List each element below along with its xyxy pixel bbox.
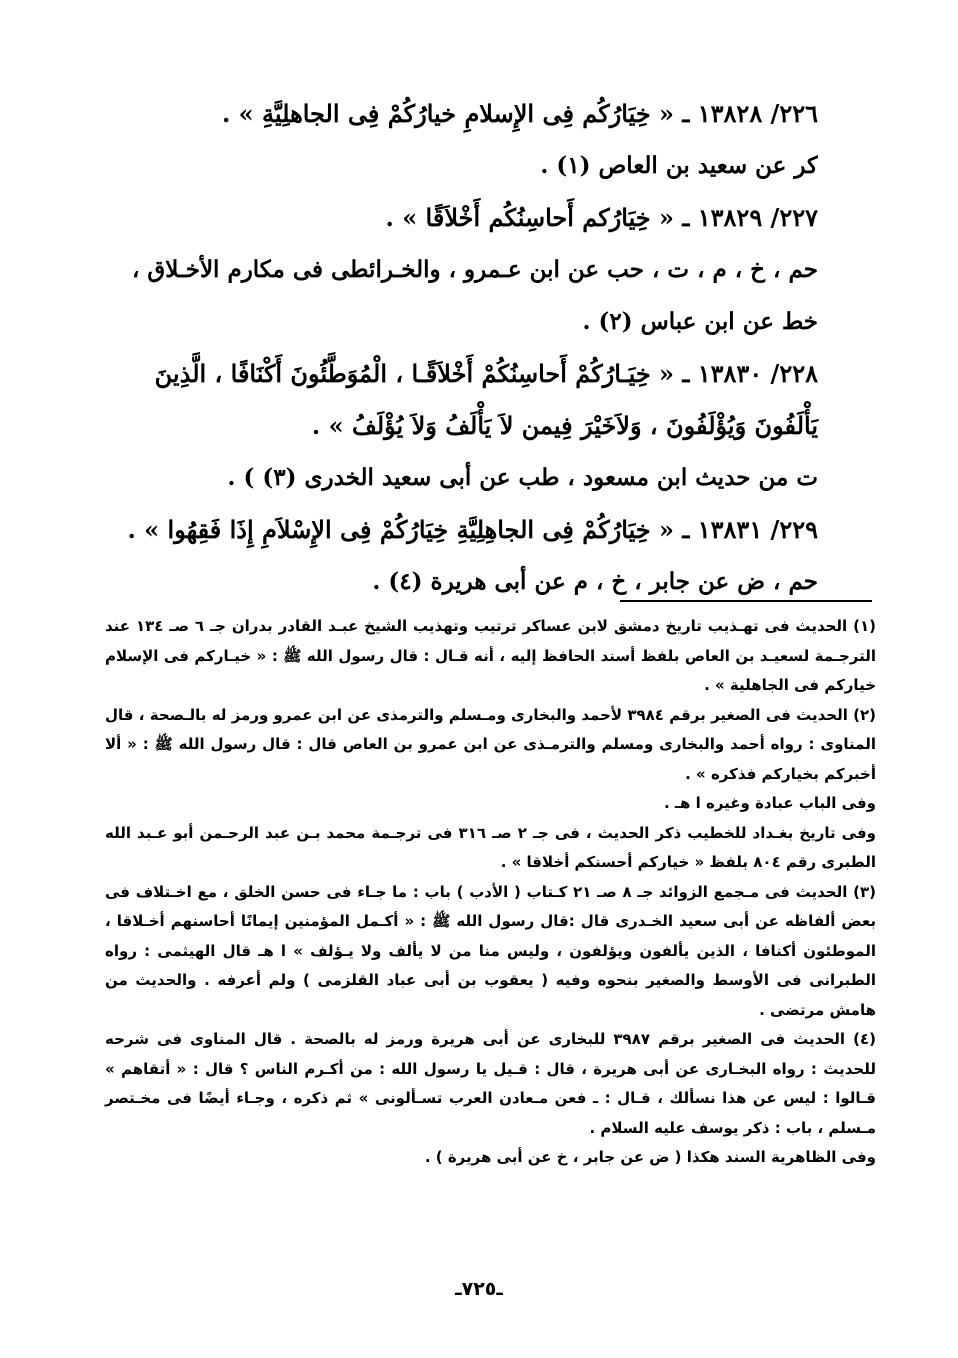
footnotes [105, 612, 876, 1173]
footnote-4-note: وفى الظاهرية السند هكذا ( ض عن جابر ، خ عن أبى هريرة ) . [424, 1148, 876, 1166]
footnote-4: (٤) الحديث فى الصغير برقم ٣٩٨٧ للبخارى عن أبى هريرة ورمز له بالصحة . قال المناوى فى شرحه للحديث : رواه البخـارى عن أبى هريرة ، قال : قـيل يا رسول الله : من أكـرم الناس ؟ قال : « أتقاهم » قـالوا : ليس عن هذا نسألك ، قـال : ـ فعن مـعادن العرب تسـألونى » ثم ذكره ، وجـاء أيضًا فى مخـتصر مـسلم ، باب : ذكر يوسف عليه السلام . [105, 1030, 876, 1137]
hadith-227: ٢٢٧/ ١٣٨٢٩ ـ « خِيَارُكم أَحاسِنُكُم أَخْلاَقًا » . [385, 203, 818, 232]
footnote-2: (٢) الحديث فى الصغير برقم ٣٩٨٤ لأحمد والبخارى ومـسلم والترمذى عن ابن عمرو ورمز له بالـصحة ، قال المناوى : رواه أحمد والبخارى ومسلم والترمـذى عن ابن عمرو بن العاص قال : قال رسول الله ﷺ : « ألا أخبركم بخياركم فذكره » . [105, 705, 876, 783]
source-229: حم ، ض عن جابر ، خ ، م عن أبى هريرة (٤) . [372, 568, 818, 595]
main-text [105, 88, 818, 608]
source-228: ت من حديث ابن مسعود ، طب عن أبى سعيد الخدرى (٣) ) . [227, 464, 818, 491]
page-number: ـ٧٢٥ـ [455, 1278, 503, 1300]
footnote-1: (١) الحديث فى تهـذيب تاريخ دمشق لابن عساكر ترتيب وتهذيب الشيخ عبـد القادر بدران جـ ٦ صـ ١٣٤ عند الترجـمة لسعيـد بن العاص بلفظ أسند الحافظ إليه ، أنه قـال : قال رسول الله ﷺ : « خيـاركم فى الإسلام خياركم فى الجاهلية » . [105, 617, 876, 694]
footnote-3: (٣) الحديث فى مـجمع الزوائد جـ ٨ صـ ٢١ كـتاب ( الأدب ) باب : ما جـاء فى حسن الخلق ، مع اخـتلاف فى بعض ألفاظه عن أبى سعيد الخـدرى قال :قال رسول الله ﷺ : « أكـمل المؤمنين إيمانًا أحاسنهم أخـلاقا ، الموطئون أكنافا ، الذين يألفون ويؤلفون ، وليس منا من لا يألف ولا يـؤلف » ا هـ قال الهيثمى : رواه الطبرانى فى الأوسط والصغير بنحوه وفيه ( يعقوب بن أبى عباد القلزمى ) ولم أعرفه . والحديث من هامش مرتضى . [105, 882, 876, 1019]
footnote-divider [620, 600, 872, 602]
hadith-229: ٢٢٩/ ١٣٨٣١ ـ « خِيَارُكُمْ فِى الجاهِلِيَّةِ خِيَارُكُمْ فِى الإِسْلاَمِ إِذَا فَقِهُوا » . [127, 515, 818, 544]
hadith-226: ٢٢٦/ ١٣٨٢٨ ـ « خِيَارُكُم فِى الإِسلامِ خيارُكُمْ فِى الجاهلِيَّةِ » . [221, 99, 818, 128]
source-226: كر عن سعيد بن العاص (١) . [540, 152, 818, 179]
footnote-2-note-a: وفى الباب عبادة وغيره ا هـ . [663, 794, 876, 812]
hadith-228: ٢٢٨/ ١٣٨٣٠ ـ « خِيَـارُكُمْ أَحاسِنُكُمْ أَخْلاَقًـا ، الْمُوَطَّئُونَ أَكْنَافًا ، الَّذِينَ يَأْلَفُونَ وَيُؤْلَفُونَ ، وَلاَخَيْرَ فِيمن لاَ يَأْلَفُ وَلاَ يُؤْلَفُ » . [154, 359, 818, 440]
source-227: حم ، خ ، م ، ت ، حب عن ابن عـمرو ، والخـرائطى فى مكارم الأخـلاق ، خط عن ابن عباس (٢) . [131, 256, 818, 335]
footnote-2-note-b: وفى تاريخ بغـداد للخطيب ذكر الحديث ، فى جـ ٢ صـ ٣١٦ فى ترجـمة محمد بـن عبد الرحـمن أبو عـبد الله الطبرى رقم ٨٠٤ بلفظ « خياركم أحسنكم أخلاقا » . [105, 823, 876, 871]
